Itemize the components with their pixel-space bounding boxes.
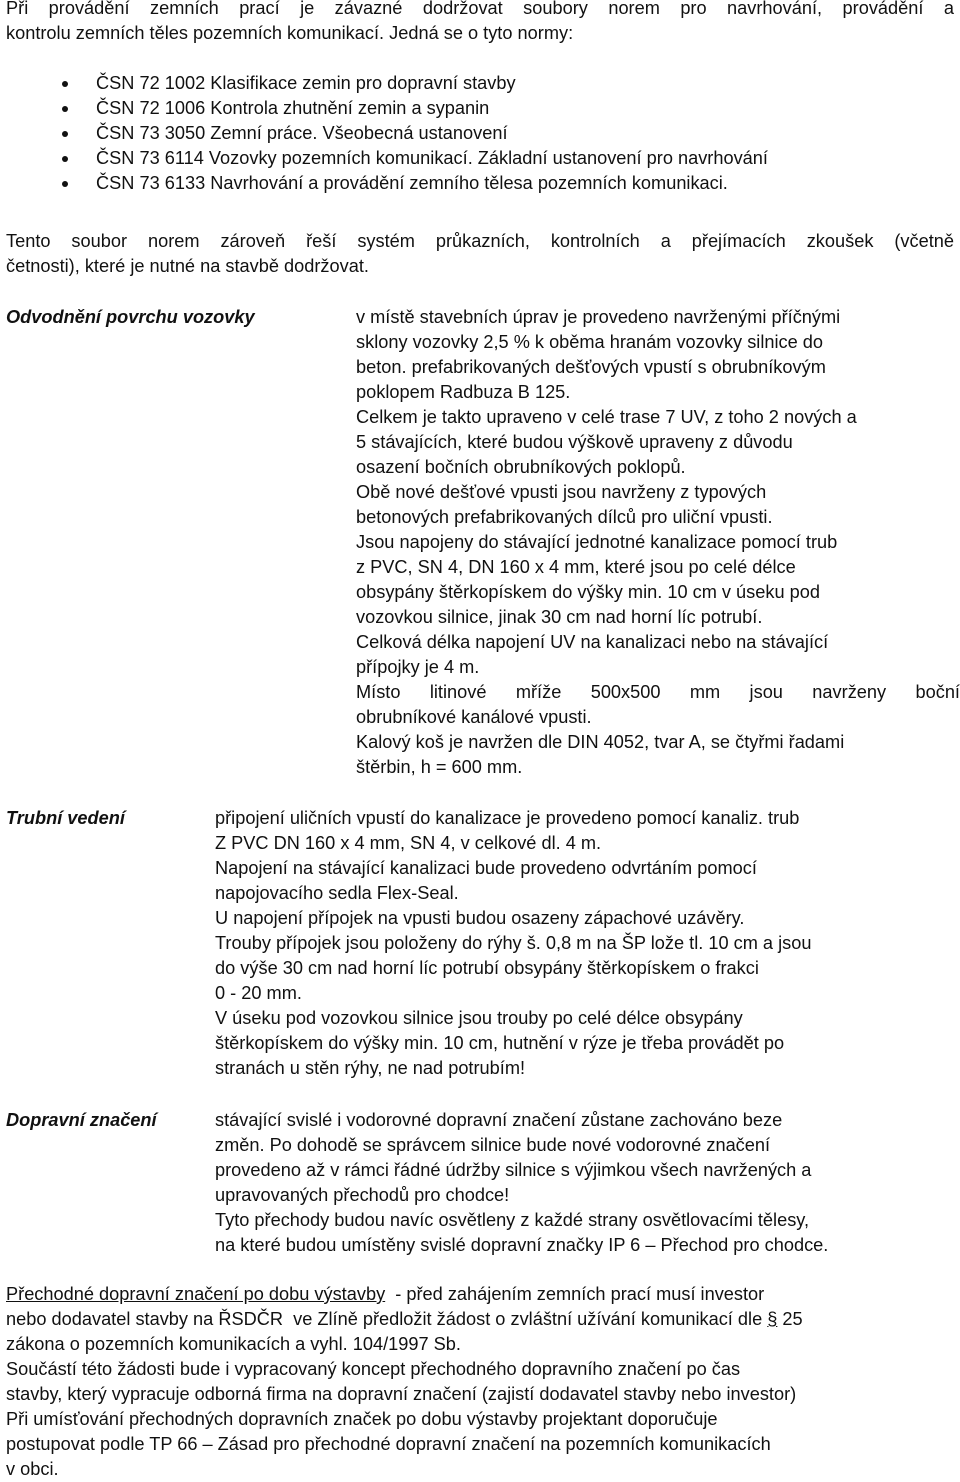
drainage-heading: Odvodnění povrchu vozovky	[6, 307, 255, 327]
drainage-line: poklopem Radbuza B 125.	[356, 382, 571, 402]
signage-heading: Dopravní značení	[6, 1110, 157, 1130]
pipes-heading: Trubní vedení	[6, 808, 125, 828]
intro-line: kontrolu zemních těles pozemních komunikací. Jedná se o tyto normy:	[6, 23, 574, 43]
pipes-line: napojovacího sedla Flex-Seal.	[215, 883, 459, 903]
temporary-heading: Přechodné dopravní značení po dobu výstavby	[6, 1284, 386, 1304]
signage-line: stávající svislé i vodorovné dopravní značení zůstane zachováno beze	[215, 1110, 783, 1130]
standards-list-item: ČSN 73 3050 Zemní práce. Všeobecná ustanovení	[0, 121, 768, 146]
pipes-text	[215, 806, 960, 1081]
drainage-line: Místo litinové mříže 500x500 mm jsou navrženy boční	[356, 682, 960, 702]
standards-list-item: ČSN 73 6133 Navrhování a provádění zemního tělesa pozemních komunikaci.	[0, 171, 768, 196]
tests-line: Tento soubor norem zároveň řeší systém průkazních, kontrolních a přejímacích zkoušek (včetně	[6, 231, 954, 251]
pipes-line: Z PVC DN 160 x 4 mm, SN 4, v celkové dl. 4 m.	[215, 833, 602, 853]
temporary-line: stavby, který vypracuje odborná firma na dopravní značení (zajistí dodavatel stavby nebo investor)	[6, 1384, 797, 1404]
standards-list-item: ČSN 72 1002 Klasifikace zemin pro dopravní stavby	[0, 71, 768, 96]
drainage-line: osazení bočních obrubníkových poklopů.	[356, 457, 686, 477]
pipes-line: 0 - 20 mm.	[215, 983, 302, 1003]
signage-line: provedeno až v rámci řádné údržby silnice s výjimkou všech navržených a	[215, 1160, 812, 1180]
paragraph-sign: §	[767, 1309, 778, 1329]
drainage-line: v místě stavebních úprav je provedeno navrženými příčnými	[356, 307, 841, 327]
drainage-line: Obě nové dešťové vpusti jsou navrženy z typových	[356, 482, 767, 502]
standards-list-item: ČSN 72 1006 Kontrola zhutnění zemin a sypanin	[0, 96, 768, 121]
drainage-line: vozovkou silnice, jinak 30 cm nad horní líc potrubí.	[356, 607, 763, 627]
drainage-line: Jsou napojeny do stávající jednotné kanalizace pomocí trub	[356, 532, 838, 552]
tests-line: četnosti), které je nutné na stavbě dodržovat.	[6, 256, 369, 276]
drainage-text	[356, 305, 960, 780]
drainage-line: Celková délka napojení UV na kanalizaci nebo na stávající	[356, 632, 829, 652]
standards-list-item: ČSN 73 6114 Vozovky pozemních komunikací. Základní ustanovení pro navrhování	[0, 146, 768, 171]
standards-list	[0, 71, 768, 196]
drainage-line: beton. prefabrikovaných dešťových vpustí s obrubníkovým	[356, 357, 826, 377]
drainage-line: betonových prefabrikovaných dílců pro uliční vpusti.	[356, 507, 773, 527]
signage-line: Tyto přechody budou navíc osvětleny z každé strany osvětlovacími tělesy,	[215, 1210, 810, 1230]
pipes-line: do výše 30 cm nad horní líc potrubí obsypány štěrkopískem o frakci	[215, 958, 759, 978]
intro-paragraph	[6, 0, 954, 46]
temporary-signage-paragraph	[6, 1282, 954, 1482]
tests-paragraph	[6, 229, 954, 279]
drainage-line: přípojky je 4 m.	[356, 657, 480, 677]
drainage-line: z PVC, SN 4, DN 160 x 4 mm, které jsou po celé délce	[356, 557, 796, 577]
pipes-line: stranách u stěn rýhy, ne nad potrubím!	[215, 1058, 526, 1078]
pipes-line: Napojení na stávající kanalizaci bude provedeno odvrtáním pomocí	[215, 858, 757, 878]
pipes-line: připojení uličních vpustí do kanalizace je provedeno pomocí kanaliz. trub	[215, 808, 800, 828]
temporary-line: postupovat podle TP 66 – Zásad pro přechodné dopravní značení na pozemních komunikacích	[6, 1434, 771, 1454]
signage-line: změn. Po dohodě se správcem silnice bude nové vodorovné značení	[215, 1135, 771, 1155]
signage-text	[215, 1108, 960, 1258]
temporary-line: Součástí této žádosti bude i vypracovaný koncept přechodného dopravního značení po čas	[6, 1359, 741, 1379]
drainage-line: sklony vozovky 2,5 % k oběma hranám vozovky silnice do	[356, 332, 824, 352]
drainage-line: 5 stávajících, které budou výškově upraveny z důvodu	[356, 432, 793, 452]
temporary-line: zákona o pozemních komunikacích a vyhl. 104/1997 Sb.	[6, 1334, 461, 1354]
pipes-line: U napojení přípojek na vpusti budou osazeny zápachové uzávěry.	[215, 908, 745, 928]
signage-line: na které budou umístěny svislé dopravní značky IP 6 – Přechod pro chodce.	[215, 1235, 829, 1255]
temporary-line: v obci.	[6, 1459, 59, 1479]
temporary-line-text: 25	[777, 1309, 803, 1329]
pipes-line: štěrkopískem do výšky min. 10 cm, hutnění v rýze je třeba provádět po	[215, 1033, 785, 1053]
drainage-line: obsypány štěrkopískem do výšky min. 10 cm v úseku pod	[356, 582, 820, 602]
pipes-line: Trouby přípojek jsou položeny do rýhy š. 0,8 m na ŠP lože tl. 10 cm a jsou	[215, 933, 812, 953]
intro-line: Při provádění zemních prací je závazné dodržovat soubory norem pro navrhování, provádění a	[6, 0, 954, 18]
temporary-line	[6, 1307, 954, 1332]
drainage-line: obrubníkové kanálové vpusti.	[356, 707, 592, 727]
drainage-line: Kalový koš je navržen dle DIN 4052, tvar A, se čtyřmi řadami	[356, 732, 845, 752]
drainage-line: štěrbin, h = 600 mm.	[356, 757, 523, 777]
temporary-line-text: nebo dodavatel stavby na ŘSDČR ve Zlíně předložit žádost o zvláštní užívání komunikací dle	[6, 1309, 768, 1329]
temporary-line-text: - před zahájením zemních prací musí investor	[385, 1284, 765, 1304]
pipes-line: V úseku pod vozovkou silnice jsou trouby po celé délce obsypány	[215, 1008, 743, 1028]
temporary-line	[6, 1282, 954, 1307]
signage-line: upravovaných přechodů pro chodce!	[215, 1185, 510, 1205]
drainage-line: Celkem je takto upraveno v celé trase 7 UV, z toho 2 nových a	[356, 407, 857, 427]
temporary-line: Při umísťování přechodných dopravních značek po dobu výstavby projektant doporučuje	[6, 1409, 718, 1429]
